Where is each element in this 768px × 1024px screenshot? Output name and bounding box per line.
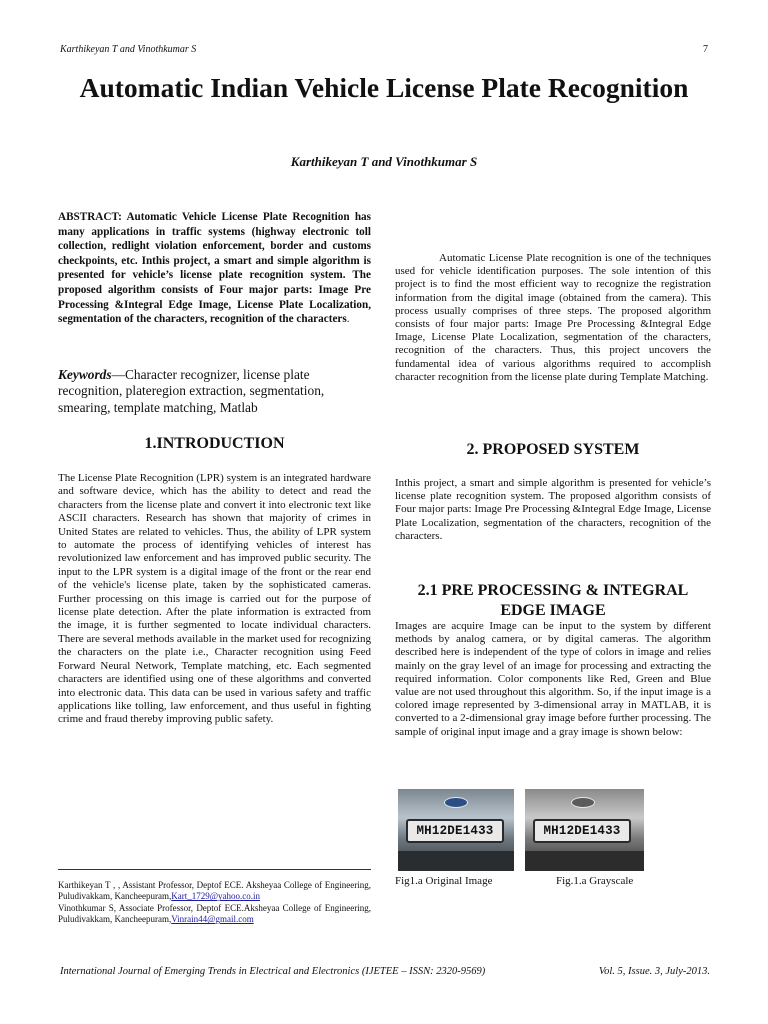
preprocessing-heading: 2.1 PRE PROCESSING & INTEGRAL EDGE IMAGE: [417, 582, 689, 619]
right-intro-text: Automatic License Plate recognition is one of the techniques used for vehicle identification purposes. The sole intention of this project is to find the most efficient way to recognize the registration information from the digital image (obtained from the camera). This process usually comprises of three steps. The proposed algorithm consists of four major parts: Image Pre Processing &Integral Edge Image, License Plate Localization, segmentation of the characters, recognition of the characters. Thus, this project uncovers the fundamental idea of various algorithms required to accomplish character recognition from the license plate during Template Matching.: [395, 252, 711, 383]
running-head: [60, 44, 708, 55]
preprocessing-body: Images are acquire Image can be input to the system by different methods by analog camera, or by digital cameras. The algorithm described here is independent of the type of colors in image and relies mainly on the gray level of an image for processing and extracting the required information. Color components like Red, Green and Blue value are not used throughout this algorithm. So, if the input image is a colored image represented by 3-dimensional array in MATLAB, it is converted to a 2-dimensional gray image before further processing. The sample of original input image and a gray image is shown below:: [395, 620, 711, 738]
figure-grayscale-image: [525, 789, 644, 871]
keywords-text: —Character recognizer, license plate recognition, plateregion extraction, segmentation, smearing, template matching, Matlab: [58, 367, 325, 415]
footnote-line-1: Karthikeyan T , , Assistant Professor, Deptof ECE. Aksheyaa College of Engineering, Puludivakkam, Kancheepuram,: [58, 880, 371, 902]
caption-grayscale: Fig.1.a Grayscale: [556, 875, 634, 887]
bumper: [398, 851, 514, 871]
license-plate: MH12DE1433: [533, 819, 631, 843]
email-link-1[interactable]: Kart_1729@yahoo.co.in: [171, 891, 260, 902]
email-link-2[interactable]: Vinrain44@gmail.com: [171, 914, 254, 925]
abstract-text: ABSTRACT: Automatic Vehicle License Plate Recognition has many applications in traffic systems (highway electronic toll collection, redlight violation enforcement, border and customs checkpoints, etc. Inthis project, a smart and simple algorithm is presented for vehicle’s license plate recognition system. The proposed algorithm consists of Four major parts: Image Pre Processing &Integral Edge Image, License Plate Localization, segmentation of the characters, recognition of the characters: [58, 211, 371, 326]
paper-title: Automatic Indian Vehicle License Plate Recognition: [79, 72, 689, 103]
introduction-body: The License Plate Recognition (LPR) system is an integrated hardware and software device, which has the ability to detect and read the characters from the license plate and convert it into electronic text like ASCII characters. Research has shown that majority of crimes in United States are related to vehicles. Thus, the ability of LPR system to automate the process of identifying vehicles of interest has revolutionized law enforcement and has improved public security. The input to the LPR system is a digital image of the front or the rear end of the vehicle's license plate, taken by the sophisticated cameras. Further processing on this image is carried out for the purpose of license plate detection. After the plate information is extracted from the image, it is further segmented to locate individual characters. There are several methods available in the market used for recognizing the characters on the plate i.e., Character recognition using Feed Forward Neural Network, Template matching, etc. Each segmented characters are identified using one of these algorithms and converted into electronic data. This data can be used in various safety and traffic applications like tolling, law enforcement, and thus useful in fighting crime and fraud thereby improving public safety.: [58, 472, 371, 726]
running-head-authors: Karthikeyan T and Vinothkumar S: [60, 44, 197, 55]
footnote-divider: [58, 869, 371, 870]
journal-footer: [60, 966, 710, 977]
right-intro-paragraph: [395, 252, 711, 384]
journal-volume: Vol. 5, Issue. 3, July-2013.: [598, 966, 710, 977]
footnote-line-2: Vinothkumar S, Associate Professor, Deptof ECE.Aksheyaa College of Engineering, Puludivakkam, Kancheepuram,: [58, 902, 371, 925]
author-footnote: [58, 880, 371, 926]
bumper: [525, 851, 644, 871]
proposed-system-body: Inthis project, a smart and simple algorithm is presented for vehicle’s license plate recognition system. The proposed algorithm consists of Four major parts: Image Pre Processing &Integral Edge Image, License Plate Localization, segmentation of the characters, recognition of the characters.: [395, 477, 711, 542]
license-plate: MH12DE1433: [406, 819, 504, 843]
abstract: [58, 210, 371, 327]
abstract-tail: .: [346, 313, 350, 326]
keywords: [58, 367, 371, 416]
caption-original: Fig1.a Original Image: [395, 875, 493, 887]
car-logo-icon: [571, 797, 595, 808]
car-logo-icon: [444, 797, 468, 808]
figure-original-image: [398, 789, 514, 871]
page-number: 7: [703, 44, 708, 55]
journal-name: International Journal of Emerging Trends in Electrical and Electronics (IJETEE – ISSN: 2320-9569): [60, 966, 486, 977]
paper-authors: Karthikeyan T and Vinothkumar S: [290, 154, 478, 169]
introduction-heading: 1.INTRODUCTION: [144, 435, 285, 452]
proposed-system-heading: 2. PROPOSED SYSTEM: [466, 441, 640, 458]
keywords-label: Keywords: [58, 367, 112, 382]
